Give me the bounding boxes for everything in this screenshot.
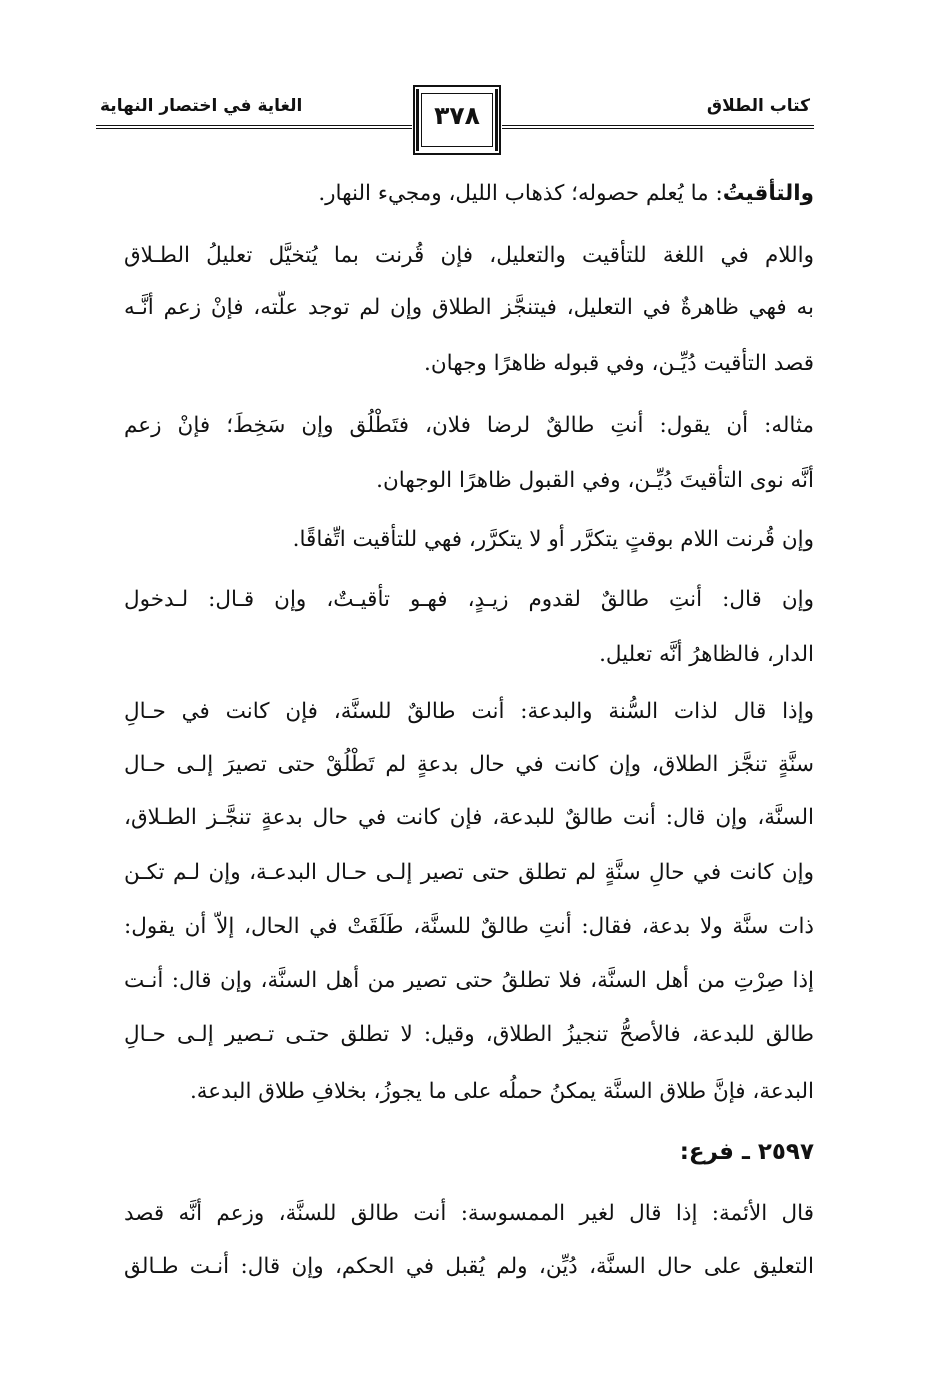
text-line: قال الأئمة: إذا قال لغير الممسوسة: أنت طالق للسنَّة، وزعم أنَّه قصد <box>124 1201 814 1226</box>
text-line: السنَّة، وإن قال: أنت طالقٌ للبدعة، فإن كانت في حال بدعةٍ تنجَّـز الطـلاق، <box>124 805 814 830</box>
text-line: أنَّه نوى التأقيتَ دُيِّـن، وفي القبول ظاهرًا الوجهان. <box>376 468 814 493</box>
text-line: طالق للبدعة، فالأصحُّ تنجيزُ الطلاق، وقيل: لا تطلق حتـى تـصير إلـى حـالِ <box>124 1022 814 1047</box>
page-number: ٣٧٨ <box>434 101 480 130</box>
book-title: الغاية في اختصار النهاية <box>100 96 303 116</box>
lead-term: والتأقيتُ <box>722 181 814 206</box>
text-line: والتأقيتُ: ما يُعلم حصوله؛ كذهاب الليل، ومجيء النهار. <box>318 181 814 206</box>
text-line: إذا صِرْتِ من أهل السنَّة، فلا تطلقُ حتى تصير من أهل السنَّة، وإن قال: أنـت <box>124 968 814 993</box>
page-number-frame <box>413 85 501 155</box>
text-line: ذات سنَّة ولا بدعة، فقال: أنتِ طالقٌ للسنَّة، طَلَقَتْ في الحال، إلاّ أن يقول: <box>124 914 814 939</box>
text-line: البدعة، فإنَّ طلاق السنَّة يمكنُ حملُه على ما يجوزُ، بخلافِ طلاق البدعة. <box>189 1079 814 1104</box>
text-line: وإن كانت في حالِ سنَّةٍ لم تطلق حتى تصير إلـى حـال البدعـة، وإن لـم تكـن <box>124 860 814 885</box>
text-line: وإن قُرنت اللام بوقتٍ يتكرَّر أو لا يتكرَّر، فهي للتأقيت اتِّفاقًا. <box>292 527 814 552</box>
header-rule-left <box>96 125 412 129</box>
text-line: به فهي ظاهرةٌ في التعليل، فيتنجَّز الطلاق وإن لم توجد علَّته، فإنْ زعم أنَّـه <box>124 295 814 320</box>
section-heading: ٢٥٩٧ ـ فرع: <box>679 1139 814 1165</box>
text-line: وإن قال: أنتِ طالقٌ لقدوم زيـدٍ، فهـو تأقيـتٌ، وإن قـال: لـدخول <box>124 587 814 612</box>
text-line: وإذا قال لذات السُّنة والبدعة: أنت طالقٌ للسنَّة، فإن كانت في حـالِ <box>124 699 814 724</box>
text-line: قصد التأقيت دُيِّـن، وفي قبوله ظاهرًا وجهان. <box>424 351 814 376</box>
text-line: الدار، فالظاهرُ أنَّه تعليل. <box>599 642 814 667</box>
text-line: واللام في اللغة للتأقيت والتعليل، فإن قُرنت بما يُتخيَّل تعليلُ الطـلاق <box>124 243 814 268</box>
text-line: سنَّةٍ تنجَّز الطلاق، وإن كانت في حال بدعةٍ لم تَطْلُقْ حتى تصيرَ إلـى حـال <box>124 752 814 777</box>
text-line: مثاله: أن يقول: أنتِ طالقٌ لرضا فلان، فتَطْلُق وإن سَخِطَ؛ فإنْ زعم <box>124 413 814 438</box>
chapter-title: كتاب الطلاق <box>706 96 810 116</box>
header-rule-right <box>502 125 814 129</box>
text-line: التعليق على حال السنَّة، دُيِّن، ولم يُقبل في الحكم، وإن قال: أنـت طـالق <box>124 1254 814 1279</box>
